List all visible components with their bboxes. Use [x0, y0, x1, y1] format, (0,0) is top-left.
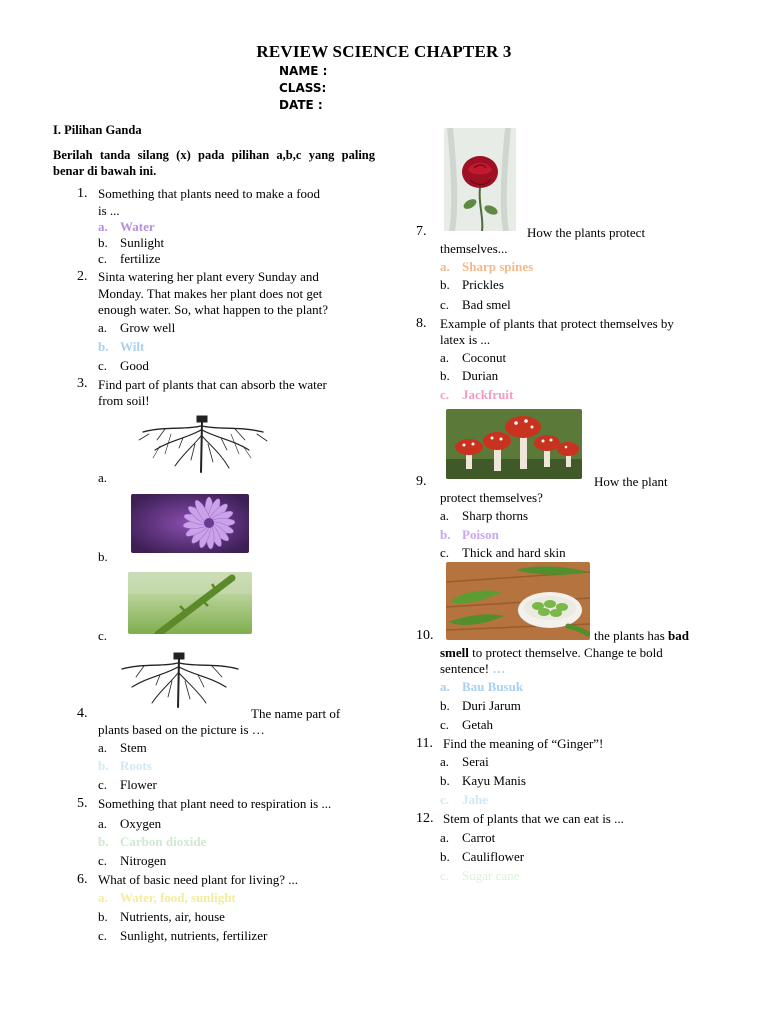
- option-b[interactable]: b. Carbon dioxide: [98, 834, 207, 849]
- answer-text: Jahe: [462, 792, 488, 807]
- question-text: is ...: [98, 203, 120, 218]
- option-b-label[interactable]: b.: [98, 549, 108, 564]
- class-label: CLASS:: [279, 81, 327, 95]
- question-number: 6.: [77, 872, 88, 887]
- thorn-stem-image: [128, 572, 252, 634]
- option-b[interactable]: b. Wilt: [98, 339, 145, 354]
- question-number: 5.: [77, 796, 88, 811]
- option-c[interactable]: c. Sugar cane: [440, 868, 520, 883]
- mushroom-image: [446, 409, 582, 479]
- question-number: 9.: [416, 474, 427, 489]
- option-a[interactable]: a. Stem: [98, 740, 147, 755]
- roots-image: [135, 414, 270, 476]
- question-number: 8.: [416, 316, 427, 331]
- option-b[interactable]: b. Poison: [440, 527, 499, 542]
- option-b[interactable]: b. Nutrients, air, house: [98, 909, 225, 924]
- question-number: 4.: [77, 706, 88, 721]
- option-c[interactable]: c. fertilize: [98, 251, 161, 266]
- option-c[interactable]: c. Getah: [440, 717, 494, 732]
- question-number: 10.: [416, 628, 434, 643]
- name-label: NAME :: [279, 64, 328, 78]
- instruction-text: Berilah tanda silang (x) pada pilihan a,b,c yang paling benar di bawah ini.: [53, 148, 375, 178]
- question-text: Something that plants need to make a food: [98, 186, 321, 201]
- date-label: DATE :: [279, 98, 323, 112]
- section-heading: I. Pilihan Ganda: [53, 123, 142, 137]
- answer-text: Water, food, sunlight: [120, 890, 236, 905]
- option-a-label[interactable]: a.: [98, 470, 108, 485]
- rose-image: [444, 128, 516, 231]
- answer-text: Water: [120, 219, 155, 234]
- question-number: 2.: [77, 269, 88, 284]
- option-a[interactable]: a. Serai: [440, 754, 489, 769]
- answer-text: Roots: [120, 758, 152, 773]
- option-a[interactable]: a. Sharp thorns: [440, 508, 529, 523]
- roots-image-2: [116, 651, 244, 709]
- answer-text: Poison: [462, 527, 499, 542]
- option-c-label[interactable]: c.: [98, 628, 108, 643]
- option-a[interactable]: a. Water, food, sunlight: [98, 890, 236, 905]
- question-number: 3.: [77, 376, 88, 391]
- option-c[interactable]: c. Thick and hard skin: [440, 545, 566, 560]
- option-b[interactable]: b. Cauliflower: [440, 849, 525, 864]
- option-b[interactable]: b. Durian: [440, 368, 499, 383]
- bean-image: [446, 562, 590, 640]
- answer-text: Jackfruit: [462, 387, 514, 402]
- question-number: 7.: [416, 224, 427, 239]
- question-number: 12.: [416, 811, 434, 826]
- option-b[interactable]: b. Prickles: [440, 277, 504, 292]
- option-a[interactable]: a. Oxygen: [98, 816, 162, 831]
- option-a[interactable]: a. Grow well: [98, 320, 176, 335]
- option-a[interactable]: a. Sharp spines: [440, 259, 534, 274]
- option-b[interactable]: b. Roots: [98, 758, 152, 773]
- option-c[interactable]: c. Good: [98, 358, 149, 373]
- flower-image: [131, 494, 249, 553]
- answer-text: Sharp spines: [462, 259, 534, 274]
- option-c[interactable]: c. Bad smel: [440, 297, 511, 312]
- option-a[interactable]: a. Water: [98, 219, 155, 234]
- option-c[interactable]: c. Nitrogen: [98, 853, 167, 868]
- option-a[interactable]: a. Coconut: [440, 350, 507, 365]
- answer-text: Carbon dioxide: [120, 834, 207, 849]
- answer-text: Wilt: [120, 339, 145, 354]
- answer-text: Sugar cane: [462, 868, 520, 883]
- page-title: REVIEW SCIENCE CHAPTER 3: [256, 42, 512, 61]
- option-a[interactable]: a. Carrot: [440, 830, 496, 845]
- option-b[interactable]: b. Sunlight: [98, 235, 165, 250]
- option-b[interactable]: b. Kayu Manis: [440, 773, 526, 788]
- option-c[interactable]: c. Jackfruit: [440, 387, 514, 402]
- answer-text: Bau Busuk: [462, 679, 524, 694]
- question-number: 1.: [77, 186, 88, 201]
- option-a[interactable]: a. Bau Busuk: [440, 679, 524, 694]
- option-c[interactable]: c. Jahe: [440, 792, 488, 807]
- question-number: 11.: [416, 736, 433, 751]
- option-b[interactable]: b. Duri Jarum: [440, 698, 521, 713]
- option-c[interactable]: c. Sunlight, nutrients, fertilizer: [98, 928, 268, 943]
- option-c[interactable]: c. Flower: [98, 777, 157, 792]
